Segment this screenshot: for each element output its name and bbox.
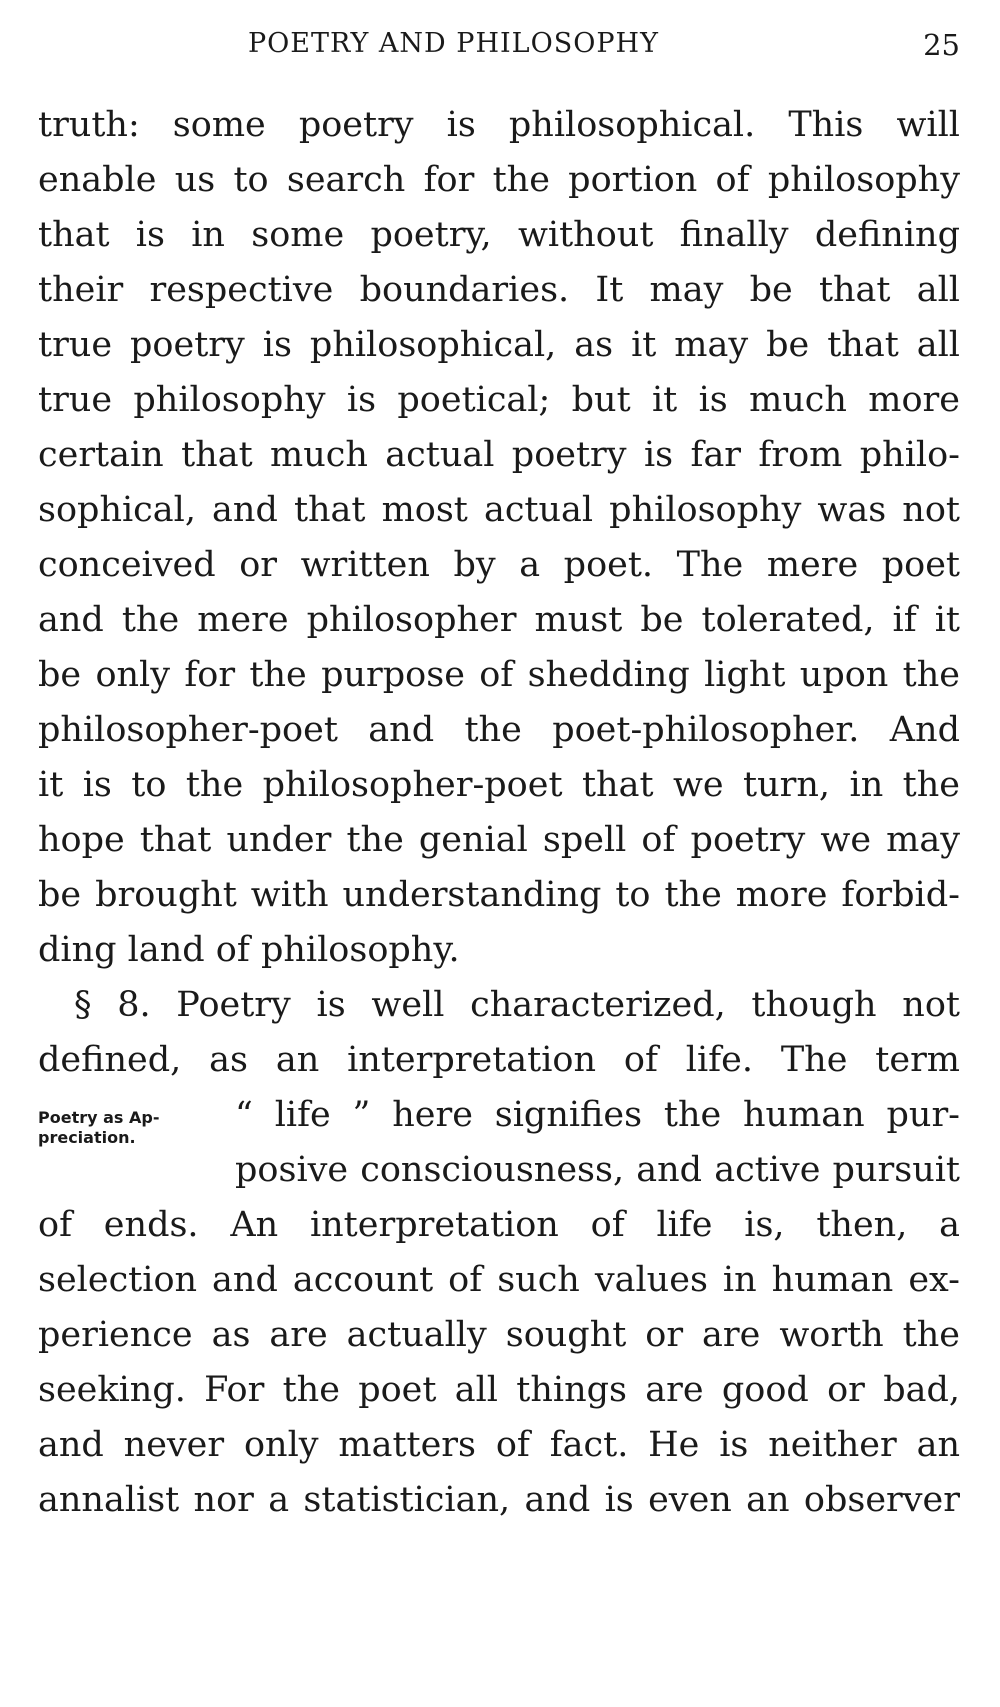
text-line: be only for the purpose of shedding light upon the xyxy=(38,655,960,695)
text-line: philosopher-poet and the poet-philosopher. And xyxy=(38,710,960,750)
margin-note-line: Poetry as Ap- xyxy=(38,1108,160,1127)
margin-note xyxy=(38,1108,228,1148)
text-line: ding land of philosophy. xyxy=(38,930,460,970)
text-line: hope that under the genial spell of poetry we may xyxy=(38,820,960,860)
text-line: certain that much actual poetry is far from philo- xyxy=(38,435,960,475)
text-line: and the mere philosopher must be tolerated, if it xyxy=(38,600,960,640)
text-line: and never only matters of fact. He is neither an xyxy=(38,1425,960,1465)
text-line: their respective boundaries. It may be that all xyxy=(38,270,960,310)
text-line: enable us to search for the portion of philosophy xyxy=(38,160,960,200)
text-line: “ life ” here signifies the human pur- xyxy=(235,1095,960,1135)
text-line: that is in some poetry, without finally defining xyxy=(38,215,960,255)
text-line: of ends. An interpretation of life is, then, a xyxy=(38,1205,960,1245)
text-line: true poetry is philosophical, as it may be that all xyxy=(38,325,960,365)
text-line: annalist nor a statistician, and is even an observer xyxy=(38,1480,960,1520)
text-line: perience as are actually sought or are worth the xyxy=(38,1315,960,1355)
running-title: POETRY AND PHILOSOPHY xyxy=(248,28,659,59)
text-line: be brought with understanding to the more forbid- xyxy=(38,875,960,915)
margin-note-line: preciation. xyxy=(38,1128,136,1147)
text-line: selection and account of such values in human ex- xyxy=(38,1260,960,1300)
text-line: sophical, and that most actual philosophy was not xyxy=(38,490,960,530)
text-line: it is to the philosopher-poet that we turn, in the xyxy=(38,765,960,805)
text-line: conceived or written by a poet. The mere poet xyxy=(38,545,960,585)
text-line: defined, as an interpretation of life. The term xyxy=(38,1040,960,1080)
text-line: truth: some poetry is philosophical. This will xyxy=(38,105,960,145)
page-number: 25 xyxy=(923,28,960,62)
section-8-opening-line: § 8. Poetry is well characterized, though not xyxy=(74,985,960,1025)
running-head xyxy=(0,28,960,68)
text-line: true philosophy is poetical; but it is much more xyxy=(38,380,960,420)
text-line: seeking. For the poet all things are good or bad, xyxy=(38,1370,960,1410)
text-line: posive consciousness, and active pursuit xyxy=(235,1150,960,1190)
